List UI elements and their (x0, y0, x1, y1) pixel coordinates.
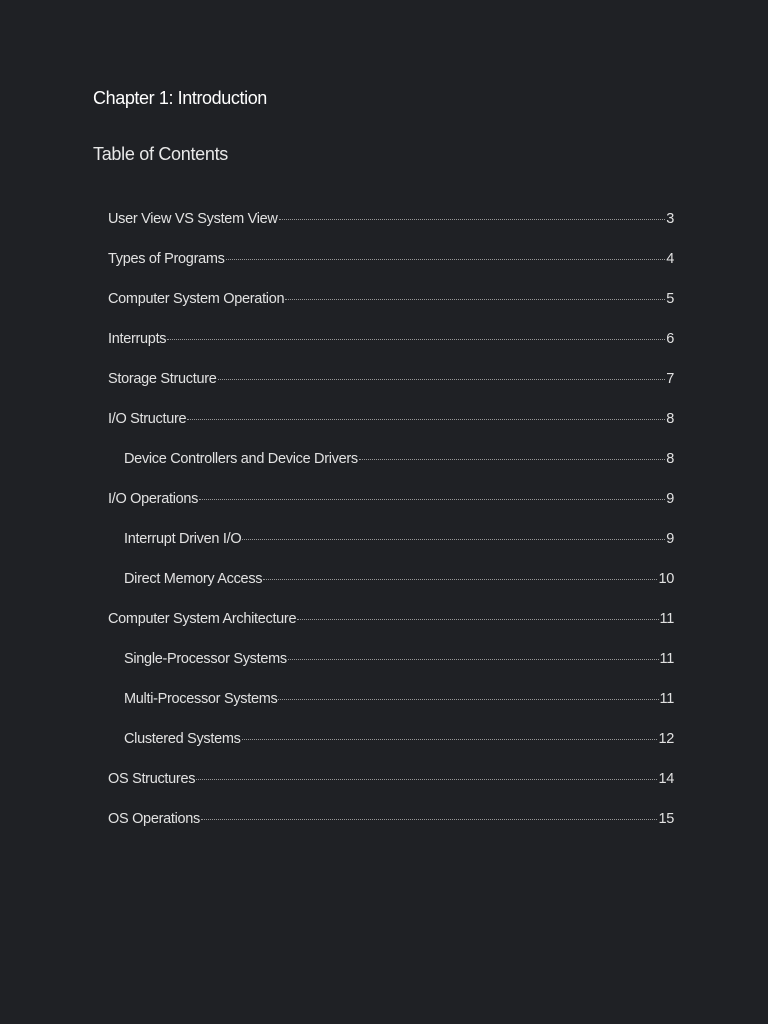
toc-dot-leader (285, 299, 665, 300)
toc-dot-leader (278, 699, 658, 700)
toc-dot-leader (242, 739, 658, 740)
toc-entry[interactable] (108, 291, 674, 331)
toc-entry-label: Clustered Systems (124, 731, 241, 747)
toc-page-number: 8 (666, 451, 674, 467)
toc-entry[interactable] (108, 771, 674, 811)
toc-page-number: 14 (658, 771, 674, 787)
toc-entry-label: Single-Processor Systems (124, 651, 287, 667)
toc-entry-label: Storage Structure (108, 371, 217, 387)
toc-dot-leader (279, 219, 666, 220)
toc-entry-label: OS Operations (108, 811, 201, 827)
toc-dot-leader (297, 619, 658, 620)
toc-page-number: 5 (666, 291, 674, 307)
toc-page-number: 8 (666, 411, 674, 427)
toc-dot-leader (242, 539, 665, 540)
toc-entry-label: User View VS System View (108, 211, 278, 227)
toc-subentry[interactable] (108, 731, 674, 771)
toc-page-number: 3 (666, 211, 674, 227)
toc-dot-leader (187, 419, 665, 420)
toc-entry-label: Device Controllers and Device Drivers (124, 451, 358, 467)
toc-entry-label: Computer System Operation (108, 291, 285, 307)
toc-dot-leader (196, 779, 657, 780)
toc-page-number: 4 (666, 251, 674, 267)
toc-entry-label: Interrupt Driven I/O (124, 531, 242, 547)
toc-entry-label: Interrupts (108, 331, 167, 347)
toc-entry[interactable] (108, 211, 674, 251)
toc-page-number: 11 (659, 691, 674, 707)
toc-entry[interactable] (108, 251, 674, 291)
toc-page-number: 7 (666, 371, 674, 387)
toc-entry-label: I/O Structure (108, 411, 187, 427)
toc-subentry[interactable] (108, 571, 674, 611)
toc-subentry[interactable] (108, 451, 674, 491)
toc-entry-label: Types of Programs (108, 251, 225, 267)
toc-entry-label: Direct Memory Access (124, 571, 263, 587)
toc-page-number: 6 (666, 331, 674, 347)
toc-entry[interactable] (108, 491, 674, 531)
toc-page-number: 11 (659, 611, 674, 627)
toc-page-number: 12 (658, 731, 674, 747)
toc-page-number: 9 (666, 491, 674, 507)
toc-entry[interactable] (108, 411, 674, 451)
toc-dot-leader (167, 339, 665, 340)
toc-entry[interactable] (108, 611, 674, 651)
toc-page-number: 15 (658, 811, 674, 827)
toc-entry[interactable] (108, 811, 674, 851)
toc-dot-leader (201, 819, 657, 820)
toc-page-number: 10 (658, 571, 674, 587)
toc-dot-leader (288, 659, 659, 660)
table-of-contents (108, 211, 674, 851)
toc-subentry[interactable] (108, 531, 674, 571)
toc-page-number: 11 (659, 651, 674, 667)
toc-subentry[interactable] (108, 691, 674, 731)
toc-entry-label: Computer System Architecture (108, 611, 297, 627)
toc-entry-label: OS Structures (108, 771, 196, 787)
toc-dot-leader (199, 499, 665, 500)
toc-entry[interactable] (108, 331, 674, 371)
toc-dot-leader (359, 459, 665, 460)
toc-entry-label: I/O Operations (108, 491, 199, 507)
toc-heading: Table of Contents (93, 144, 228, 164)
toc-dot-leader (218, 379, 666, 380)
toc-dot-leader (263, 579, 657, 580)
toc-dot-leader (226, 259, 666, 260)
chapter-title: Chapter 1: Introduction (93, 88, 267, 108)
toc-entry[interactable] (108, 371, 674, 411)
toc-page-number: 9 (666, 531, 674, 547)
toc-subentry[interactable] (108, 651, 674, 691)
toc-entry-label: Multi-Processor Systems (124, 691, 278, 707)
